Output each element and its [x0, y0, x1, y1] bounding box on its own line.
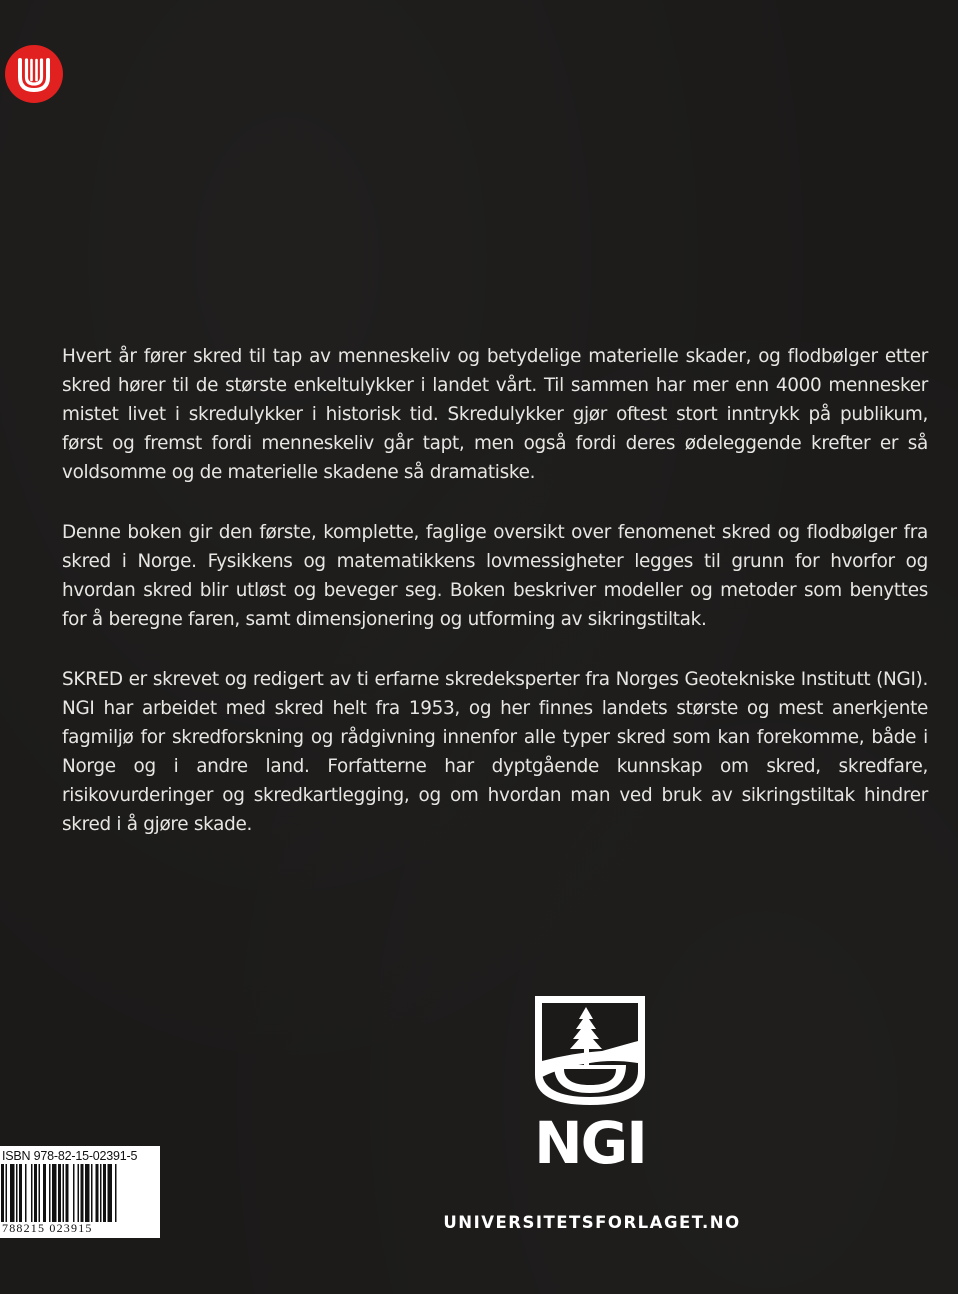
barcode-bar	[78, 1164, 80, 1222]
barcode-bar	[103, 1164, 106, 1222]
barcode-bar	[49, 1164, 51, 1222]
barcode-bar	[10, 1164, 15, 1222]
barcode-bar	[25, 1164, 27, 1222]
barcode-bar	[81, 1164, 84, 1222]
publisher-website: UNIVERSITETSFORLAGET.NO	[443, 1213, 741, 1232]
blurb-paragraph-1: Hvert år fører skred til tap av menneskeliv og betydelige materielle skader, og flodbølger etter skred hører til de største enkeltulykker i landet vårt. Til sammen har mer enn 4000 mennesker mistet livet i skredulykker i historisk tid. Skredulykker gjør oftest stort inntrykk på publikum, først og fremst fordi menneskeliv går tapt, men også fordi deres ødeleggende krefter er så voldsomme og de materielle skadene så dramatiske.	[62, 346, 928, 483]
barcode-bar	[108, 1164, 113, 1222]
barcode-bar	[43, 1164, 46, 1222]
ngi-logo-text: NGI	[534, 1109, 646, 1177]
barcode-bar	[73, 1164, 75, 1222]
barcode-bar	[115, 1164, 117, 1222]
barcode-bar	[39, 1164, 41, 1222]
barcode-bar	[31, 1164, 33, 1222]
barcode-bar	[58, 1164, 61, 1222]
barcode-bars	[0, 1164, 160, 1222]
barcode-bar	[52, 1164, 57, 1222]
barcode-bar	[91, 1164, 93, 1222]
blurb-paragraph-2: Denne boken gir den første, komplette, faglige oversikt over fenomenet skred og flodbølger fra skred i Norge. Fysikkens og matematikkens lovmessigheter legges til grunn for hvorfor og hvordan skred blir utløst og beveger seg. Boken beskriver modeller og metoder som benyttes for å beregne faren, samt dimensjonering og utforming av sikringstiltak.	[62, 522, 928, 630]
barcode-bar	[96, 1164, 99, 1222]
barcode-bar	[66, 1164, 69, 1222]
barcode-bar	[19, 1164, 22, 1222]
barcode-bar	[85, 1164, 90, 1222]
barcode-bar	[1, 1164, 4, 1222]
isbn-barcode	[0, 1146, 160, 1238]
universitetsforlaget-u-icon	[4, 44, 64, 104]
barcode-bar	[34, 1164, 37, 1222]
blurb-text	[62, 342, 928, 870]
blurb-paragraph-3: SKRED er skrevet og redigert av ti erfarne skredeksperter fra Norges Geotekniske Institutt (NGI). NGI har arbeidet med skred helt fra 1953, og her finnes landets største og mest anerkjente fagmiljø for skredforskning og rådgivning innenfor alle typer skred som kan forekomme, både i Norge og i andre land. Forfatterne har dyptgående kunnskap om skred, skredfare, risikovurderinger og skredkartlegging, og om hvordan man ved bruk av sikringstiltak hindrer skred i å gjøre skade.	[62, 669, 928, 835]
barcode-bar	[16, 1164, 18, 1222]
barcode-digits: 788215 023915	[2, 1221, 93, 1235]
isbn-label: ISBN 978-82-15-02391-5	[2, 1149, 138, 1163]
barcode-bar	[100, 1164, 102, 1222]
barcode-bar	[63, 1164, 65, 1222]
barcode-bar	[6, 1164, 8, 1222]
